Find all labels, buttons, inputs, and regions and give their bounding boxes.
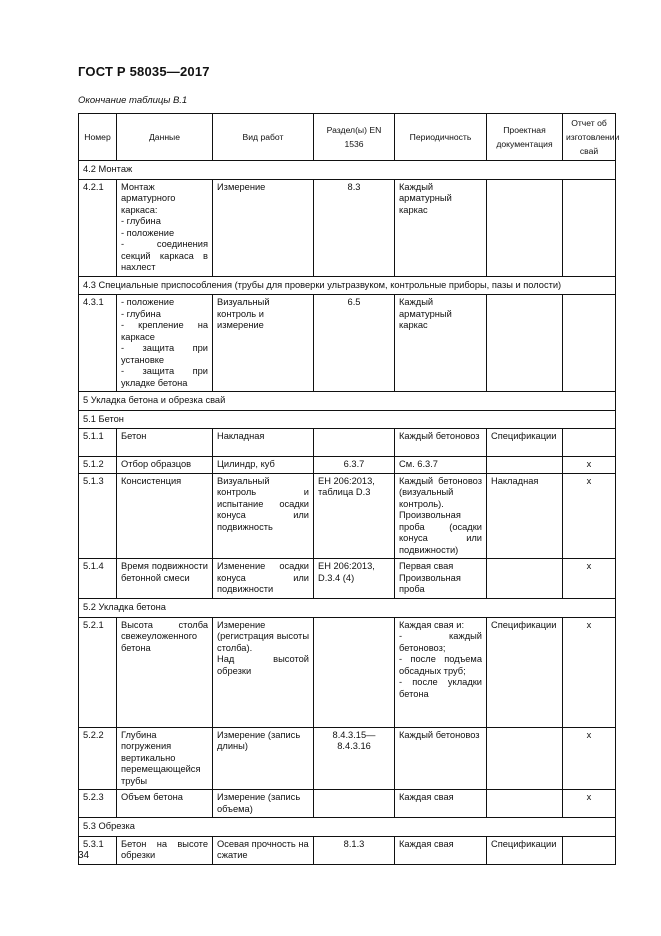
cell-data: Глубина погружения вертикально перемещающейся трубы	[117, 727, 213, 790]
cell-periodicity: Каждый арматурный каркас	[395, 179, 487, 276]
column-header-number: Номер	[79, 114, 117, 161]
cell-data: Время подвижности бетонной смеси	[117, 559, 213, 599]
table-header-row	[79, 114, 616, 161]
section-row	[79, 410, 616, 429]
table-row	[79, 473, 616, 559]
cell-section: 6.3.7	[314, 457, 395, 474]
table-row	[79, 179, 616, 276]
cell-periodicity: Каждый бетоновоз (визуальный контроль). Произвольная проба (осадки конуса или подвижности)	[395, 473, 487, 559]
column-header-design-docs: Проектная документация	[487, 114, 563, 161]
cell-section: 8.3	[314, 179, 395, 276]
section-row	[79, 392, 616, 411]
cell-work-type: Измерение	[213, 179, 314, 276]
cell-number: 4.3.1	[79, 295, 117, 392]
cell-work-type: Цилиндр, куб	[213, 457, 314, 474]
cell-pile-report: x	[563, 473, 616, 559]
table-row	[79, 727, 616, 790]
cell-section	[314, 790, 395, 818]
cell-number: 5.3.1	[79, 836, 117, 864]
cell-data: Бетон на высоте обрезки	[117, 836, 213, 864]
cell-pile-report: x	[563, 559, 616, 599]
section-row	[79, 276, 616, 295]
cell-design-docs	[487, 727, 563, 790]
specification-table	[78, 113, 620, 865]
cell-design-docs: Спецификации	[487, 429, 563, 457]
cell-design-docs: Спецификации	[487, 617, 563, 727]
section-title: 5 Укладка бетона и обрезка свай	[79, 392, 616, 411]
cell-work-type: Визуальный контроль и испытание осадки конуса или подвижность	[213, 473, 314, 559]
cell-pile-report	[563, 836, 616, 864]
section-row	[79, 599, 616, 618]
table-row	[79, 429, 616, 457]
cell-design-docs	[487, 457, 563, 474]
cell-pile-report: x	[563, 727, 616, 790]
page-number: 34	[78, 850, 90, 861]
section-title: 4.3 Специальные приспособления (трубы для проверки ультразвуком, контрольные приборы, пазы и полости)	[79, 276, 616, 295]
table-caption: Окончание таблицы В.1	[78, 95, 188, 106]
section-row	[79, 818, 616, 837]
column-header-section: Раздел(ы) EN 1536	[314, 114, 395, 161]
cell-number: 5.1.2	[79, 457, 117, 474]
table-row	[79, 559, 616, 599]
cell-pile-report: x	[563, 790, 616, 818]
cell-periodicity: Первая свая Произвольная проба	[395, 559, 487, 599]
cell-data: Монтаж арматурного каркаса: - глубина - положение - соединения секций каркаса в нахлест	[117, 179, 213, 276]
cell-pile-report	[563, 429, 616, 457]
cell-section	[314, 617, 395, 727]
cell-section: ЕН 206:2013, D.3.4 (4)	[314, 559, 395, 599]
cell-periodicity: См. 6.3.7	[395, 457, 487, 474]
cell-section	[314, 429, 395, 457]
cell-design-docs	[487, 790, 563, 818]
cell-data: Отбор образцов	[117, 457, 213, 474]
cell-number: 5.2.2	[79, 727, 117, 790]
cell-number: 4.2.1	[79, 179, 117, 276]
table-row	[79, 295, 616, 392]
cell-work-type: Осевая прочность на сжатие	[213, 836, 314, 864]
section-row	[79, 161, 616, 180]
cell-design-docs	[487, 559, 563, 599]
cell-data: Объем бетона	[117, 790, 213, 818]
cell-periodicity: Каждая свая	[395, 836, 487, 864]
table-row	[79, 836, 616, 864]
table-row	[79, 457, 616, 474]
cell-periodicity: Каждый бетоновоз	[395, 429, 487, 457]
cell-data: - положение - глубина - крепление на каркасе - защита при установке - защита при укладке бетона	[117, 295, 213, 392]
cell-section: 8.1.3	[314, 836, 395, 864]
table-row	[79, 790, 616, 818]
cell-periodicity: Каждый арматурный каркас	[395, 295, 487, 392]
cell-section: 8.4.3.15—8.4.3.16	[314, 727, 395, 790]
cell-design-docs	[487, 179, 563, 276]
cell-periodicity: Каждый бетоновоз	[395, 727, 487, 790]
table-row	[79, 617, 616, 727]
cell-design-docs: Спецификации	[487, 836, 563, 864]
cell-design-docs: Накладная	[487, 473, 563, 559]
section-title: 4.2 Монтаж	[79, 161, 616, 180]
cell-section: 6.5	[314, 295, 395, 392]
cell-section: ЕН 206:2013, таблица D.3	[314, 473, 395, 559]
cell-work-type: Измерение (регистрация высоты столба). Над высотой обрезки	[213, 617, 314, 727]
cell-design-docs	[487, 295, 563, 392]
section-title: 5.3 Обрезка	[79, 818, 616, 837]
column-header-periodicity: Периодичность	[395, 114, 487, 161]
cell-pile-report: x	[563, 457, 616, 474]
document-title: ГОСТ Р 58035—2017	[78, 64, 210, 79]
cell-work-type: Изменение осадки конуса или подвижности	[213, 559, 314, 599]
cell-number: 5.2.3	[79, 790, 117, 818]
cell-pile-report	[563, 295, 616, 392]
cell-periodicity: Каждая свая и: - каждый бетоновоз; - после подъема обсадных труб; - после укладки бетона	[395, 617, 487, 727]
cell-data: Высота столба свежеуложенного бетона	[117, 617, 213, 727]
column-header-pile-report: Отчет об изготовлении свай	[563, 114, 616, 161]
cell-data: Бетон	[117, 429, 213, 457]
cell-number: 5.1.1	[79, 429, 117, 457]
cell-number: 5.2.1	[79, 617, 117, 727]
cell-pile-report: x	[563, 617, 616, 727]
column-header-work-type: Вид работ	[213, 114, 314, 161]
cell-data: Консистенция	[117, 473, 213, 559]
section-title: 5.1 Бетон	[79, 410, 616, 429]
cell-number: 5.1.3	[79, 473, 117, 559]
cell-number: 5.1.4	[79, 559, 117, 599]
cell-work-type: Измерение (запись длины)	[213, 727, 314, 790]
cell-work-type: Измерение (запись объема)	[213, 790, 314, 818]
cell-work-type: Накладная	[213, 429, 314, 457]
cell-work-type: Визуальный контроль и измерение	[213, 295, 314, 392]
column-header-data: Данные	[117, 114, 213, 161]
cell-periodicity: Каждая свая	[395, 790, 487, 818]
cell-pile-report	[563, 179, 616, 276]
section-title: 5.2 Укладка бетона	[79, 599, 616, 618]
